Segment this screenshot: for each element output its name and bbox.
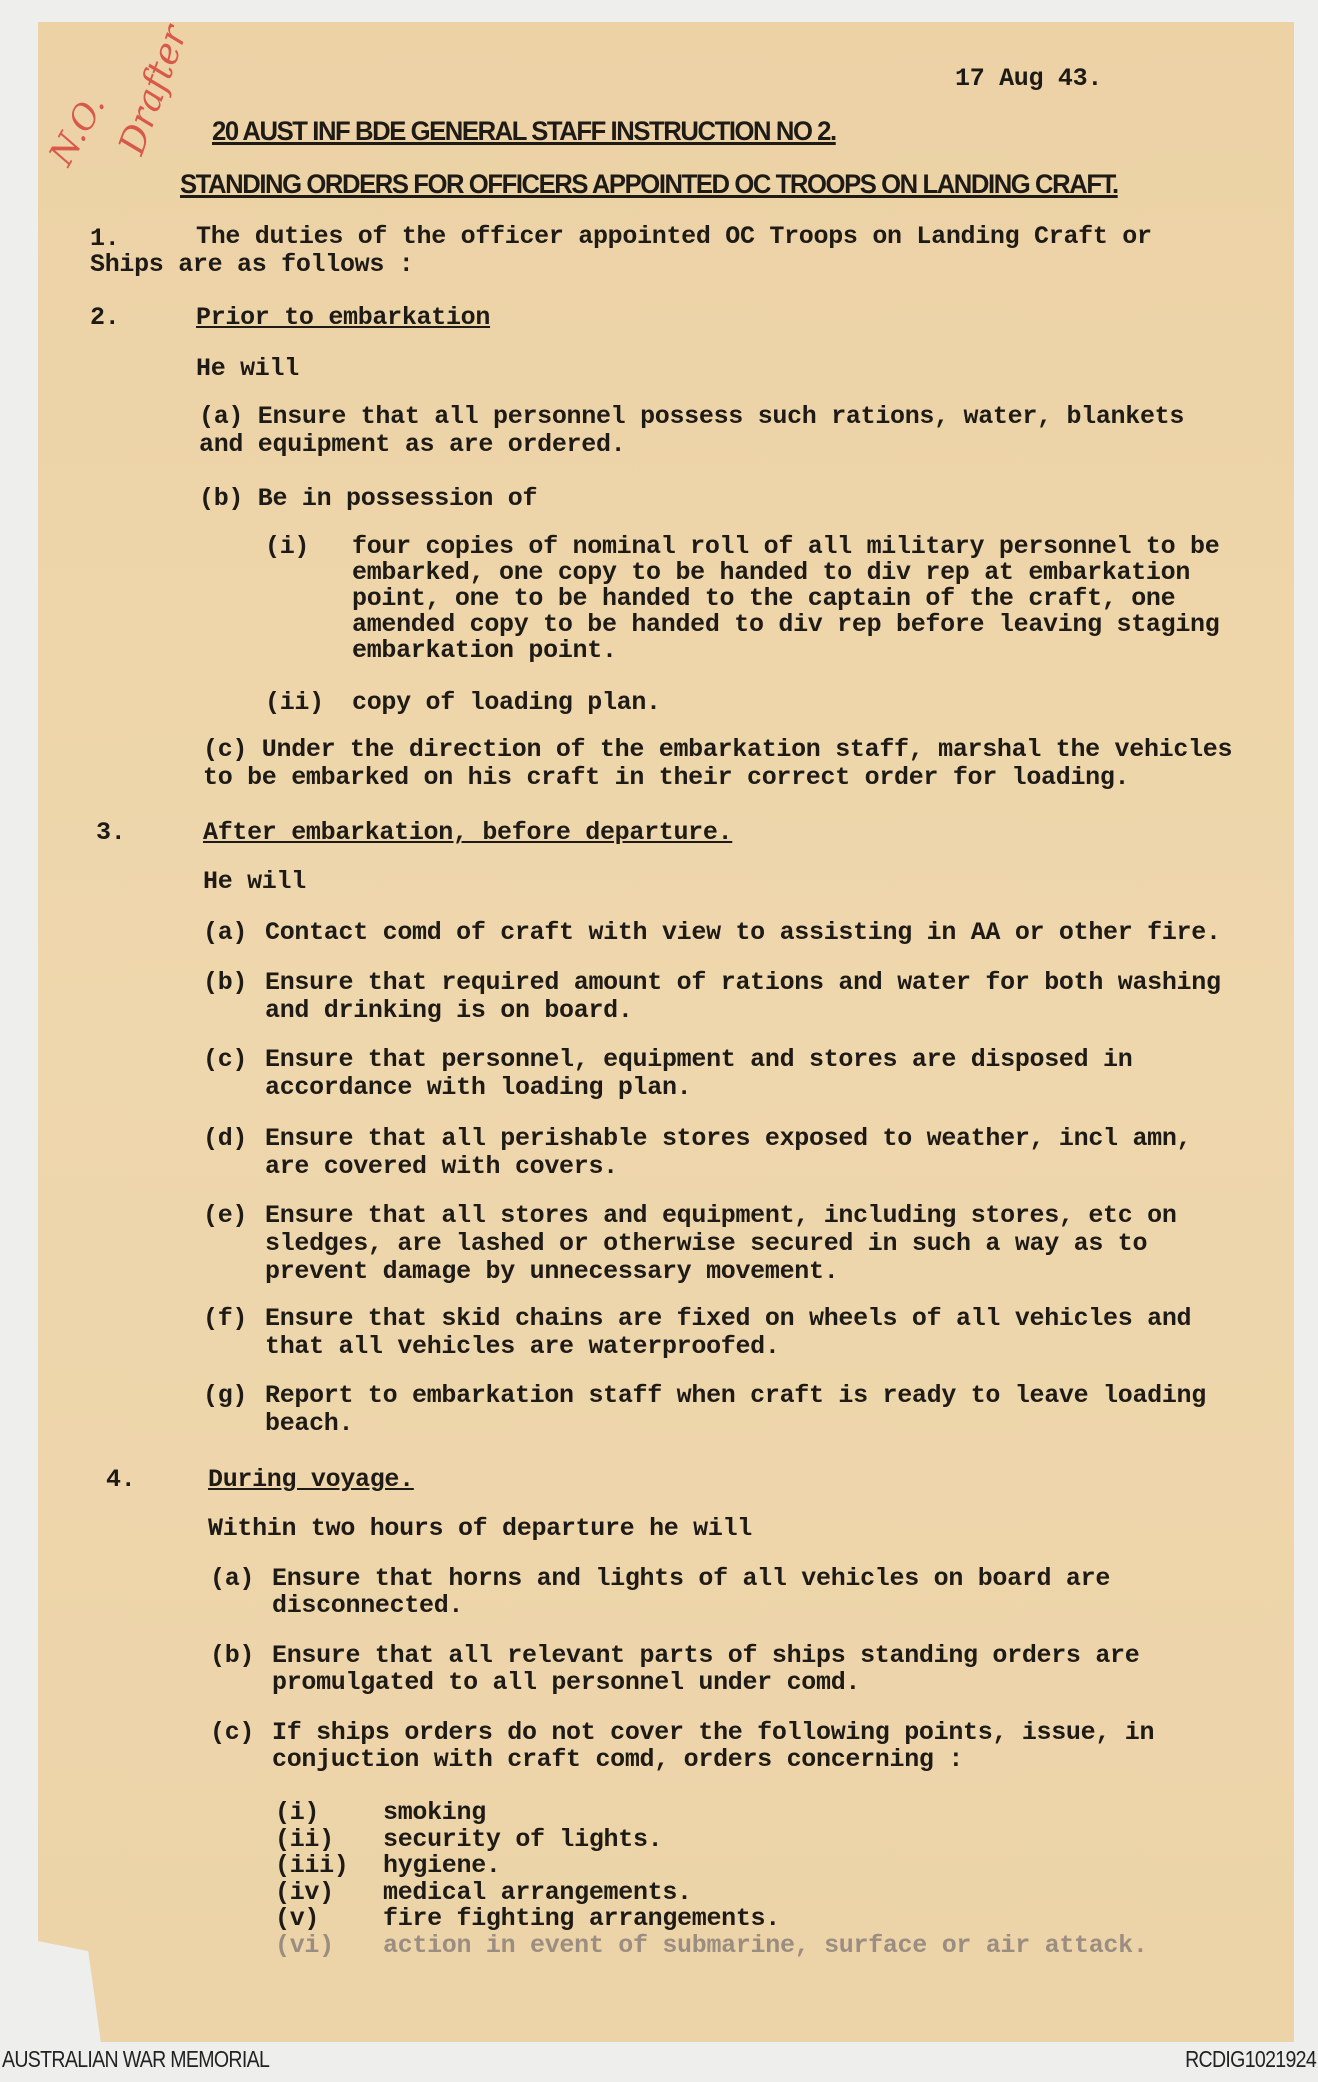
para-3-item-text: Ensure that required amount of rations and water for both washing xyxy=(265,968,1221,997)
para-3-item-label: (d) xyxy=(203,1124,248,1153)
para-2a: and equipment as are ordered. xyxy=(199,430,626,459)
para-2-number: 2. xyxy=(90,303,120,332)
para-3-item-text: are covered with covers. xyxy=(265,1152,618,1181)
para-2b-i: embarked, one copy to be handed to div rep at embarkation xyxy=(352,558,1191,587)
subitem-label: (v) xyxy=(275,1904,320,1933)
subitem-text: action in event of submarine, surface or air attack. xyxy=(383,1930,1148,1960)
para-2b-i: amended copy to be handed to div rep before leaving staging xyxy=(352,610,1220,639)
subitem-text: hygiene. xyxy=(383,1851,501,1880)
para-3-item-label: (g) xyxy=(203,1381,248,1410)
para-3-item-text: beach. xyxy=(265,1409,354,1438)
para-2b-i: embarkation point. xyxy=(352,636,617,665)
para-3-item-label: (c) xyxy=(203,1045,248,1074)
para-4-item-label: (c) xyxy=(210,1718,255,1747)
para-2c: (c) Under the direction of the embarkation staff, marshal the vehicles xyxy=(203,735,1233,764)
para-4-item-text: conjuction with craft comd, orders concerning : xyxy=(272,1745,964,1774)
document-subtitle: STANDING ORDERS FOR OFFICERS APPOINTED OC TROOPS ON LANDING CRAFT. xyxy=(180,169,1118,199)
para-4-item-text: disconnected. xyxy=(272,1591,464,1620)
para-1-text: The duties of the officer appointed OC Troops on Landing Craft or xyxy=(196,222,1152,251)
para-3-item-label: (e) xyxy=(203,1201,248,1230)
subitem-text: security of lights. xyxy=(383,1824,663,1854)
para-3-item-text: Ensure that all perishable stores exposed to weather, incl amn, xyxy=(265,1124,1192,1153)
para-3-item-text: that all vehicles are waterproofed. xyxy=(265,1332,780,1361)
para-2b-i: point, one to be handed to the captain of the craft, one xyxy=(352,584,1176,613)
para-2b: (b) Be in possession of xyxy=(199,484,538,513)
para-2a: (a) Ensure that all personnel possess such rations, water, blankets xyxy=(199,402,1185,431)
para-4-heading: During voyage. xyxy=(208,1465,414,1494)
para-1-number: 1. xyxy=(90,224,120,253)
para-3-item-text: Ensure that personnel, equipment and stores are disposed in xyxy=(265,1045,1133,1074)
document-date: 17 Aug 43. xyxy=(955,64,1103,93)
para-2b-ii: copy of loading plan. xyxy=(352,688,661,717)
subitem-label: (iii) xyxy=(275,1851,349,1880)
para-3-item-text: Report to embarkation staff when craft is ready to leave loading xyxy=(265,1381,1206,1410)
para-3-heading: After embarkation, before departure. xyxy=(203,818,733,847)
para-3-number: 3. xyxy=(96,818,126,847)
footer-record-id: RCDIG1021924 xyxy=(1185,2046,1316,2072)
para-4-item-text: If ships orders do not cover the following points, issue, in xyxy=(272,1718,1155,1747)
red-pencil-signature: Drafter xyxy=(111,20,196,161)
para-3-intro: He will xyxy=(203,867,306,896)
para-2b-i: four copies of nominal roll of all military personnel to be xyxy=(352,532,1220,561)
para-2b-i-label: (i) xyxy=(265,532,310,561)
para-3-item-text: sledges, are lashed or otherwise secured in such a way as to xyxy=(265,1229,1148,1258)
para-4-item-text: promulgated to all personnel under comd. xyxy=(272,1668,861,1697)
para-3-item-text: Contact comd of craft with view to assisting in AA or other fire. xyxy=(265,918,1221,947)
para-3-item-text: accordance with loading plan. xyxy=(265,1073,692,1102)
para-4-item-label: (b) xyxy=(210,1641,255,1670)
para-3-item-label: (a) xyxy=(203,918,248,947)
para-3-item-text: prevent damage by unnecessary movement. xyxy=(265,1257,839,1286)
para-2-heading: Prior to embarkation xyxy=(196,303,491,332)
subitem-text: medical arrangements. xyxy=(383,1877,692,1907)
para-4-item-text: Ensure that horns and lights of all vehicles on board are xyxy=(272,1564,1111,1593)
para-3-item-text: and drinking is on board. xyxy=(265,996,633,1025)
para-4-item-label: (a) xyxy=(210,1564,255,1593)
para-3-item-text: Ensure that all stores and equipment, including stores, etc on xyxy=(265,1201,1177,1230)
para-2b-ii-label: (ii) xyxy=(265,688,324,717)
document-title: 20 AUST INF BDE GENERAL STAFF INSTRUCTION NO 2. xyxy=(212,116,836,146)
subitem-label: (vi) xyxy=(275,1930,334,1960)
subitem-text: fire fighting arrangements. xyxy=(383,1904,780,1933)
para-4-number: 4. xyxy=(106,1465,136,1494)
footer-institution: AUSTRALIAN WAR MEMORIAL xyxy=(2,2046,270,2072)
para-4-intro: Within two hours of departure he will xyxy=(208,1514,752,1543)
subitem-text: smoking xyxy=(383,1798,486,1827)
para-3-item-text: Ensure that skid chains are fixed on wheels of all vehicles and xyxy=(265,1304,1192,1333)
para-2-intro: He will xyxy=(196,354,299,383)
para-3-item-label: (b) xyxy=(203,968,248,997)
para-2c: to be embarked on his craft in their correct order for loading. xyxy=(203,763,1130,792)
para-4-item-text: Ensure that all relevant parts of ships standing orders are xyxy=(272,1641,1140,1670)
red-pencil-annotation: N.O. xyxy=(41,87,114,173)
para-3-item-label: (f) xyxy=(203,1304,248,1333)
para-1-text: Ships are as follows : xyxy=(90,250,414,279)
subitem-label: (ii) xyxy=(275,1824,334,1854)
subitem-label: (iv) xyxy=(275,1877,334,1907)
subitem-label: (i) xyxy=(275,1798,320,1827)
